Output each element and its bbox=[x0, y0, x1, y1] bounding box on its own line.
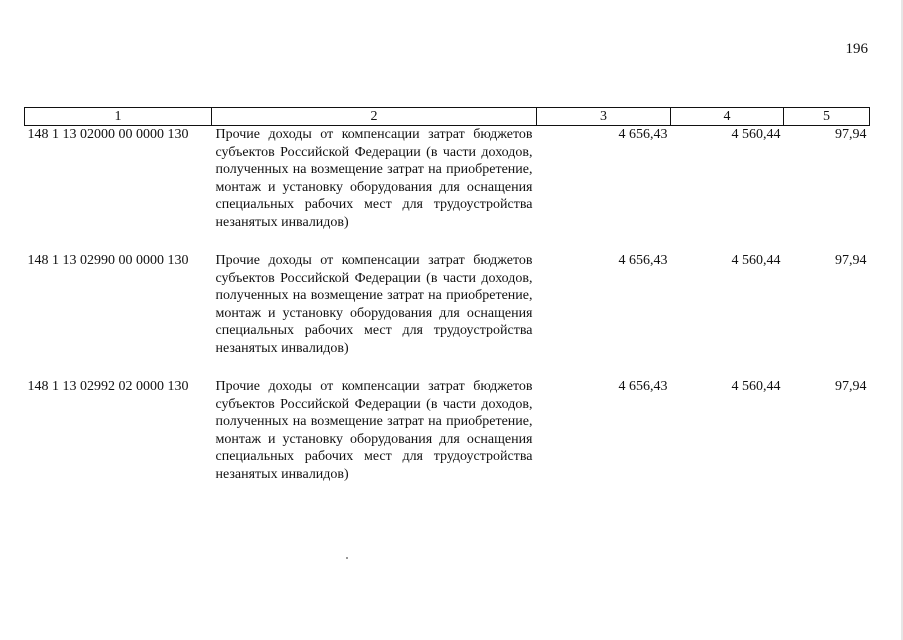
table-header-row bbox=[25, 108, 870, 126]
page-number: 196 bbox=[845, 41, 868, 57]
row-description: Прочие доходы от компенсации затрат бюджетов субъектов Российской Федерации (в части доходов, полученных на возмещение затрат на приобретение, монтаж и установку оборудования для оснащения специальных рабочих мест для трудоустройства незанятых инвалидов) bbox=[215, 379, 533, 482]
row-value-col4: 4 560,44 bbox=[731, 379, 781, 394]
row-value-col3: 4 656,43 bbox=[618, 127, 668, 142]
header-col-4: 4 bbox=[671, 108, 784, 126]
table-row bbox=[25, 378, 870, 483]
row-value-col4: 4 560,44 bbox=[731, 127, 781, 142]
table-row bbox=[25, 126, 870, 253]
row-description: Прочие доходы от компенсации затрат бюджетов субъектов Российской Федерации (в части доходов, полученных на возмещение затрат на приобретение, монтаж и установку оборудования для оснащения специальных рабочих мест для трудоустройства незанятых инвалидов) bbox=[215, 127, 533, 230]
scan-speck bbox=[346, 557, 348, 559]
header-col-1: 1 bbox=[25, 108, 212, 126]
header-col-2: 2 bbox=[212, 108, 537, 126]
header-col-3: 3 bbox=[537, 108, 671, 126]
row-value-col5: 97,94 bbox=[835, 253, 867, 268]
row-code: 148 1 13 02000 00 0000 130 bbox=[27, 127, 189, 142]
row-code: 148 1 13 02990 00 0000 130 bbox=[27, 253, 189, 268]
row-description: Прочие доходы от компенсации затрат бюджетов субъектов Российской Федерации (в части доходов, полученных на возмещение затрат на приобретение, монтаж и установку оборудования для оснащения специальных рабочих мест для трудоустройства незанятых инвалидов) bbox=[215, 253, 533, 356]
row-value-col5: 97,94 bbox=[835, 127, 867, 142]
table-row bbox=[25, 252, 870, 378]
row-code: 148 1 13 02992 02 0000 130 bbox=[27, 379, 189, 394]
header-col-5: 5 bbox=[784, 108, 870, 126]
row-value-col4: 4 560,44 bbox=[731, 253, 781, 268]
budget-table bbox=[24, 107, 870, 483]
row-value-col3: 4 656,43 bbox=[618, 379, 668, 394]
row-value-col3: 4 656,43 bbox=[618, 253, 668, 268]
row-value-col5: 97,94 bbox=[835, 379, 867, 394]
